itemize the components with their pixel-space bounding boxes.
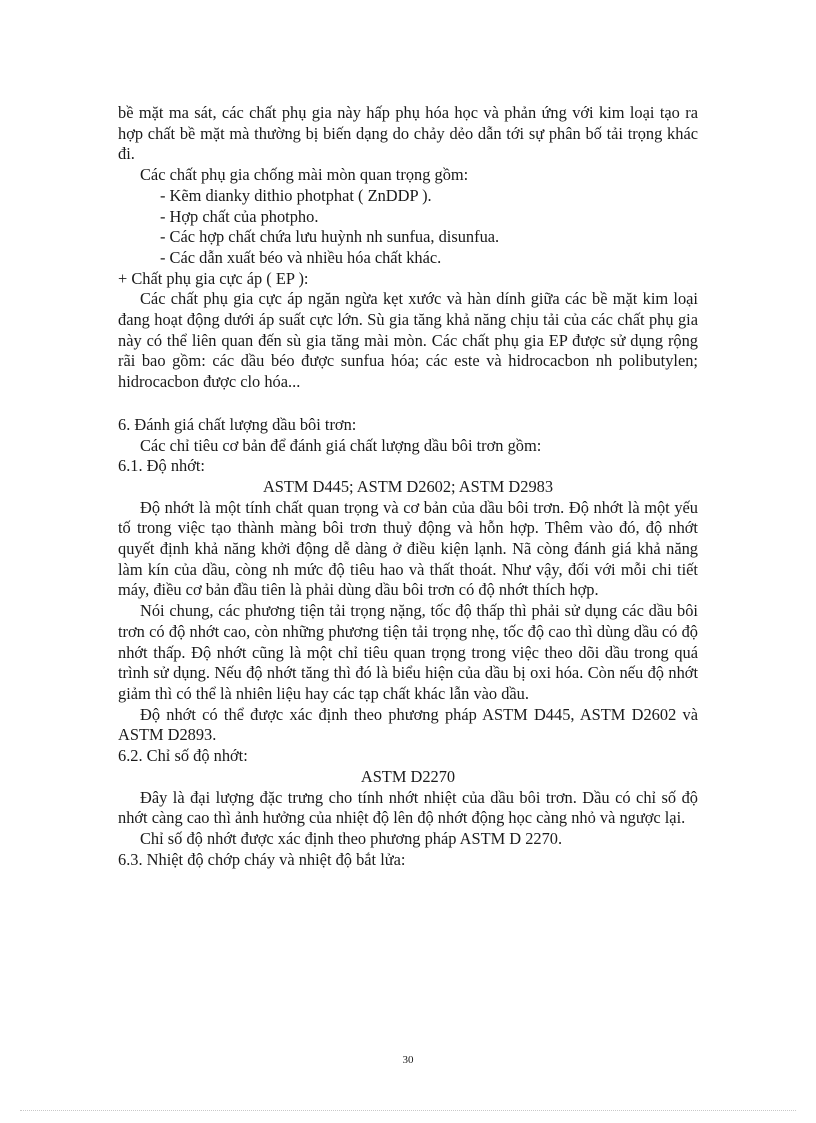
section-6-1-paragraph-3: Độ nhớt có thể được xác định theo phương pháp ASTM D445, ASTM D2602 và ASTM D2893. [118,704,698,745]
section-6-2-standard: ASTM D2270 [360,766,456,786]
section-6-1-paragraph-2: Nói chung, các phương tiện tải trọng nặng, tốc độ thấp thì phải sử dụng các dầu bôi trơn có độ nhớt cao, còn những phương tiện tải trọng nhẹ, tốc độ cao thì dùng dầu có độ nhớt thấp. Độ nhớt cũng là một chỉ tiêu quan trọng trong việc theo dõi dầu trong quá trình sử dụng. Nếu độ nhớt tăng thì đó là biểu hiện của dầu bị oxi hóa. Còn nếu độ nhớt giảm thì có thể là nhiên liệu hay các tạp chất khác lẫn vào dầu. [118,601,698,703]
section-6-2-paragraph-2: Chỉ số độ nhớt được xác định theo phương pháp ASTM D 2270. [140,828,563,848]
antiwear-item-2: - Hợp chất của photpho. [160,206,319,226]
ep-paragraph: Các chất phụ gia cực áp ngăn ngừa kẹt xước và hàn dính giữa các bề mặt kim loại đang hoạt động dưới áp suất cực lớn. Sù gia tăng khả năng chịu tải của các chất phụ gia này có thể liên quan đến sù gia tăng mài mòn. Các chất phụ gia EP được sử dụng rộng rãi bao gồm: các dầu béo được sunfua hóa; các este và hidrocacbon nh polibutylen; hidrocacbon được clo hóa... [118,289,698,392]
ep-heading: + Chất phụ gia cực áp ( EP ): [118,268,309,288]
paragraph-intro: bề mặt ma sát, các chất phụ gia này hấp phụ hóa học và phản ứng với kim loại tạo ra hợp chất bề mặt mà thường bị biến dạng do chảy dẻo dẫn tới sự phân bố tải trọng khác đi. [118,103,698,164]
antiwear-item-4: - Các dẫn xuất béo và nhiều hóa chất khác. [160,247,442,267]
section-6-intro: Các chỉ tiêu cơ bản để đánh giá chất lượng dầu bôi trơn gồm: [140,435,542,455]
section-6-2-heading: 6.2. Chỉ số độ nhớt: [118,746,248,766]
document-body [118,103,698,870]
antiwear-item-3: - Các hợp chất chứa lưu huỳnh nh sunfua, disunfua. [160,227,500,247]
section-6-2-paragraph-1: Đây là đại lượng đặc trưng cho tính nhớt nhiệt của dầu bôi trơn. Dầu có chỉ số độ nhớt càng cao thì ảnh hưởng của nhiệt độ lên độ nhớt động học càng nhỏ và ngược lại. [118,787,698,828]
antiwear-item-1: - Kẽm dianky dithio photphat ( ZnDDP ). [160,185,432,205]
section-6-1-standard: ASTM D445; ASTM D2602; ASTM D2983 [262,476,554,496]
page-bottom-divider [20,1110,796,1111]
page-number: 30 [402,1054,414,1066]
section-6-heading: 6. Đánh giá chất lượng dầu bôi trơn: [118,414,357,434]
spacer [118,393,698,415]
section-6-3-heading: 6.3. Nhiệt độ chớp cháy và nhiệt độ bắt lửa: [118,849,406,869]
section-6-1-paragraph-1: Độ nhớt là một tính chất quan trọng và cơ bản của dầu bôi trơn. Độ nhớt là một yếu tố trong việc tạo thành màng bôi trơn thuỷ động và hỗn hợp. Thêm vào đó, độ nhớt quyết định khả năng khởi động dễ dàng ở điều kiện lạnh. Nã còng đánh giá khả năng làm kín của dầu, còng nh mức độ tiêu hao và thất thoát. Như vậy, đối với mỗi chi tiết máy, điều cơ bản đầu tiên là phải dùng dầu bôi trơn có độ nhớt thích hợp. [118,497,698,600]
section-6-1-heading: 6.1. Độ nhớt: [118,456,205,476]
antiwear-intro: Các chất phụ gia chống mài mòn quan trọng gồm: [140,165,469,185]
